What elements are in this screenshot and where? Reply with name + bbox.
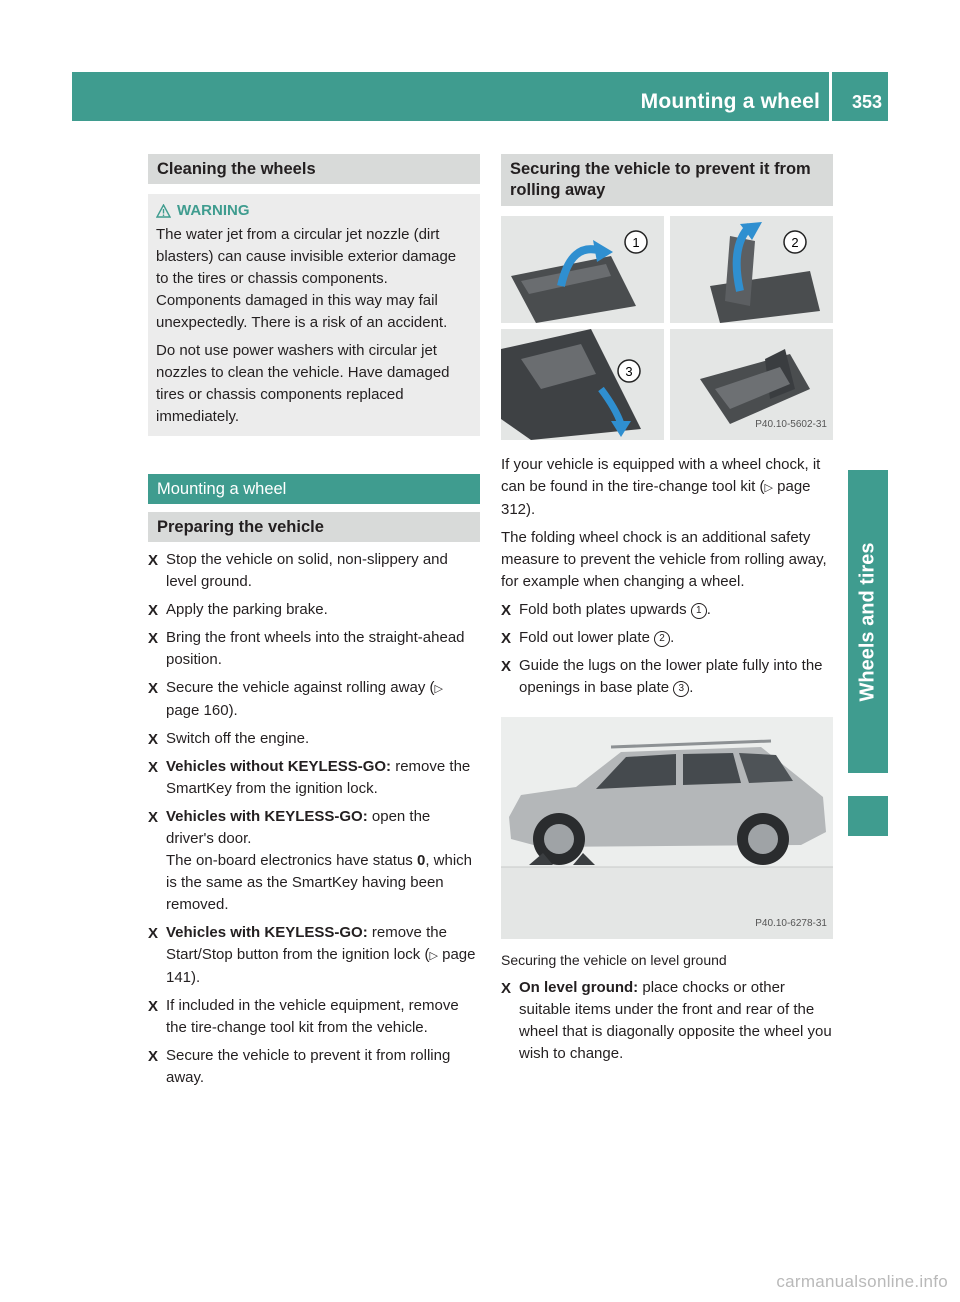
step-condition: On level ground:: [519, 979, 639, 996]
vehicle-figure: [501, 717, 833, 939]
section-heading-securing: Securing the vehicle to prevent it from rolling away: [501, 154, 833, 206]
paragraph: The folding wheel chock is an additional safety measure to prevent the vehicle from rolling away, for example when changing a wheel.: [501, 529, 827, 590]
step-text: Stop the vehicle on solid, non-slippery and level ground.: [166, 551, 448, 590]
step-condition: Vehicles without KEYLESS-GO:: [166, 758, 392, 775]
header-bar: [72, 72, 888, 121]
step-condition: Vehicles with KEYLESS-GO:: [166, 808, 368, 825]
step-item: [148, 677, 480, 722]
page-reference-link[interactable]: page 312).: [501, 478, 811, 518]
chapter-tab[interactable]: [848, 470, 888, 773]
figure-caption: Securing the vehicle on level ground: [501, 952, 727, 968]
step-marker-icon: X: [148, 602, 159, 619]
step-marker-icon: X: [148, 680, 159, 697]
left-column: [148, 154, 480, 1095]
step-marker-icon: X: [148, 630, 159, 647]
step-item: X Fold both plates upwards 1 .: [501, 599, 833, 621]
step-marker-icon: X: [148, 925, 159, 942]
step-item: X Guide the lugs on the lower plate fully into the openings in base plate 3 .: [501, 657, 823, 696]
step-marker-icon: X: [148, 809, 159, 826]
step-condition: Vehicles with KEYLESS-GO:: [166, 924, 368, 941]
figure-panel-3: [501, 329, 664, 440]
warning-text-2: Do not use power washers with circular jet nozzles to clean the vehicle. Have damaged tires or chassis components replaced immediately.: [156, 342, 450, 425]
step-text: Apply the parking brake.: [166, 601, 328, 618]
watermark: carmanualsonline.info: [776, 1272, 948, 1291]
warning-box: [148, 194, 480, 436]
chapter-tab-label: Wheels and tires: [856, 542, 879, 702]
step-item: [148, 1045, 480, 1089]
section-heading-cleaning: Cleaning the wheels: [148, 154, 480, 184]
step-item: [148, 627, 480, 671]
figure-panel-4: [670, 329, 833, 440]
warning-header: [156, 200, 472, 222]
step-marker-icon: X: [501, 658, 512, 675]
figure-panel-2: [670, 216, 833, 323]
callout-ref-1: 1: [691, 603, 707, 619]
warning-text-1: The water jet from a circular jet nozzle (dirt blasters) can cause invisible exterior damage to the tires or chassis components. Components damaged in this way may fail unexpectedly. There is a risk of an accident.: [156, 226, 457, 331]
step-text: place chocks or other suitable items under the front and rear of the wheel that is diagonally opposite the wheel you wish to change.: [519, 979, 832, 1062]
paragraph: [501, 454, 833, 521]
page-reference-link[interactable]: page 160).: [166, 702, 238, 719]
step-text: Secure the vehicle against rolling away (: [166, 679, 435, 696]
callout-ref-3: 3: [673, 681, 689, 697]
step-marker-icon: X: [148, 1048, 159, 1065]
step-marker-icon: X: [148, 998, 159, 1015]
figure-code: P40.10-5602-31: [755, 419, 827, 430]
step-item: [148, 756, 480, 800]
step-note: , which is the same as the SmartKey having been removed.: [166, 852, 473, 913]
page-reference-link[interactable]: page 141).: [166, 946, 476, 986]
callout-1: 1: [632, 235, 640, 250]
header-divider: [829, 72, 832, 121]
step-item: [148, 549, 480, 593]
page-number: 353: [851, 92, 882, 112]
step-item: [501, 977, 833, 1065]
step-text: Guide the lugs on the lower plate fully into the openings in base plate: [519, 657, 823, 696]
step-item: X Fold out lower plate 2 .: [501, 627, 833, 649]
callout-2: 2: [791, 235, 799, 250]
subsection-heading-preparing: Preparing the vehicle: [148, 512, 480, 542]
status-value: 0: [416, 852, 426, 869]
step-note: The on-board electronics have status: [166, 852, 417, 869]
step-text: open the driver's door.: [166, 808, 431, 847]
step-marker-icon: X: [501, 980, 512, 997]
page-ref-arrow-icon: ▷: [429, 950, 438, 962]
step-text: Switch off the engine.: [166, 730, 310, 747]
step-marker-icon: X: [148, 731, 159, 748]
step-item: [148, 599, 480, 621]
warning-label: WARNING: [177, 202, 250, 219]
paragraph-text: If your vehicle is equipped with a wheel chock, it can be found in the tire-change tool kit (: [501, 456, 821, 495]
page-ref-arrow-icon: ▷: [434, 683, 443, 695]
step-text: Fold both plates upwards: [519, 601, 691, 618]
figure-panel-1: [501, 216, 664, 323]
step-item: [148, 728, 480, 750]
step-text: If included in the vehicle equipment, remove the tire-change tool kit from the vehicle.: [166, 997, 459, 1036]
figure-code: P40.10-6278-31: [755, 918, 827, 929]
running-title: Mounting a wheel: [640, 90, 820, 113]
warning-triangle-icon: [156, 204, 171, 218]
callout-3: 3: [625, 364, 633, 379]
step-text: Bring the front wheels into the straight-ahead position.: [166, 629, 465, 668]
step-text: remove the SmartKey from the ignition lock.: [166, 758, 471, 797]
step-item: [148, 995, 480, 1039]
step-item: [148, 806, 480, 916]
step-marker-icon: X: [148, 759, 159, 776]
chapter-tab-marker: [848, 796, 888, 836]
callout-ref-2: 2: [654, 631, 670, 647]
step-marker-icon: X: [148, 552, 159, 569]
wheel-chock-figure: [501, 216, 833, 440]
step-marker-icon: X: [501, 602, 512, 619]
page-ref-arrow-icon: ▷: [764, 482, 773, 494]
step-item: [148, 922, 480, 989]
step-text: Secure the vehicle to prevent it from rolling away.: [166, 1047, 451, 1086]
step-marker-icon: X: [501, 630, 512, 647]
right-column: [501, 154, 833, 1071]
step-text: remove the Start/Stop button from the ignition lock (: [166, 924, 447, 963]
step-text: Fold out lower plate: [519, 629, 655, 646]
section-heading-mounting: Mounting a wheel: [148, 474, 480, 504]
